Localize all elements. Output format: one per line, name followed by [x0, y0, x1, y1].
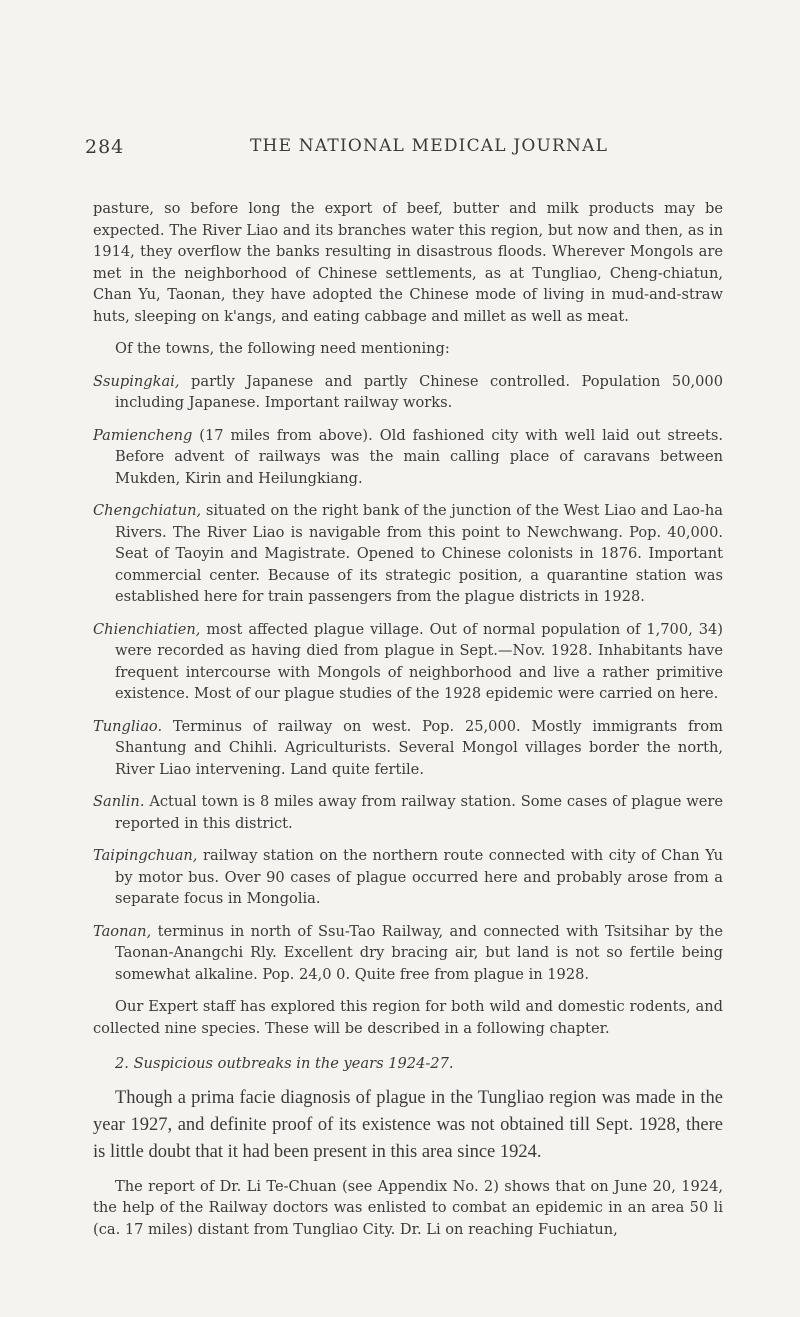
towns-intro: Of the towns, the following need mentioning: [115, 340, 450, 357]
town-entry [93, 845, 723, 910]
page-number: 284 [85, 136, 125, 158]
town-description: (17 miles from above). Old fashioned city with well laid out streets. Before advent of railways was the main calling place of caravans between Mukden, Kirin and Heilungkiang. [115, 426, 723, 487]
town-name: Taipingchuan, [93, 847, 198, 864]
town-description: Terminus of railway on west. Pop. 25,000. Mostly immigrants from Shantung and Chihli. Agriculturists. Several Mongol villages border the north, River Liao intervening. Land quite fertile. [115, 717, 723, 778]
page-body [93, 198, 723, 1240]
town-name: Sanlin. [93, 793, 145, 810]
town-name: Taonan, [93, 922, 152, 940]
final-paragraph: The report of Dr. Li Te-Chuan (see Appendix No. 2) shows that on June 20, 1924, the help of the Railway doctors was enlisted to combat an epidemic in an area 50 li (ca. 17 miles) distant from Tungliao City. Dr. Li on reaching Fuchiatun, [93, 1177, 723, 1238]
town-entry [93, 619, 723, 705]
town-description: terminus in north of Ssu-Tao Railway, and connected with Tsitsihar by the Taonan-Anangchi Rly. Excellent dry bracing air, but land is not so fertile being somewhat alkaline. Pop. 24,0 0. Quite free from plague in 1928. [115, 922, 723, 983]
town-description: most affected plague village. Out of normal population of 1,700, 34) were recorded as having died from plague in Sept.—Nov. 1928. Inhabitants have frequent intercourse with Mongols of neighborhood and live a rather primitive existence. Most of our plague studies of the 1928 epidemic were carried on here. [115, 620, 723, 702]
intro-paragraph: pasture, so before long the export of beef, butter and milk products may be expected. The River Liao and its branches water this region, but now and then, as in 1914, they overflow the banks resulting in disastrous floods. Wherever Mongols are met in the neighborhood of Chinese settlements, as at Tungliao, Cheng-chiatun, Chan Yu, Taonan, they have adopted the Chinese mode of living in mud-and-straw huts, sleeping on k'angs, and eating cabbage and millet as well as meat. [93, 200, 723, 325]
town-description: Actual town is 8 miles away from railway station. Some cases of plague were reported in this district. [115, 793, 723, 832]
section-heading: 2. Suspicious outbreaks in the years 1924-27. [115, 1055, 454, 1072]
staff-paragraph: Our Expert staff has explored this region for both wild and domestic rodents, and collected nine species. These will be described in a following chapter. [93, 998, 723, 1037]
large-paragraph: Though a prima facie diagnosis of plague in the Tungliao region was made in the year 1927, and definite proof of its existence was not obtained till Sept. 1928, there is little doubt that it had been present in this area since 1924. [93, 1087, 723, 1162]
town-name: Chengchiatun, [93, 502, 202, 519]
town-list [93, 371, 723, 986]
town-entry [93, 921, 723, 986]
running-head: THE NATIONAL MEDICAL JOURNAL [250, 136, 609, 156]
town-description: partly Japanese and partly Chinese controlled. Population 50,000 including Japanese. Important railway works. [115, 372, 723, 411]
town-name: Ssupingkai, [93, 372, 180, 390]
town-description: situated on the right bank of the junction of the West Liao and Lao-ha Rivers. The River Liao is navigable from this point to Newchwang. Pop. 40,000. Seat of Taoyin and Magistrate. Opened to Chinese colonists in 1876. Important commercial center. Because of its strategic position, a quarantine station was established here for train passengers from the plague districts in 1928. [115, 502, 723, 605]
page-header [85, 136, 725, 160]
town-entry [93, 371, 723, 414]
town-name: Chienchiatien, [93, 620, 201, 638]
town-entry [93, 791, 723, 834]
town-name: Pamiencheng [93, 426, 193, 444]
town-entry [93, 500, 723, 608]
town-description: railway station on the northern route connected with city of Chan Yu by motor bus. Over 90 cases of plague occurred here and probably arose from a separate focus in Mongolia. [115, 847, 723, 907]
town-entry [93, 425, 723, 490]
town-entry [93, 716, 723, 781]
town-name: Tungliao. [93, 717, 163, 735]
